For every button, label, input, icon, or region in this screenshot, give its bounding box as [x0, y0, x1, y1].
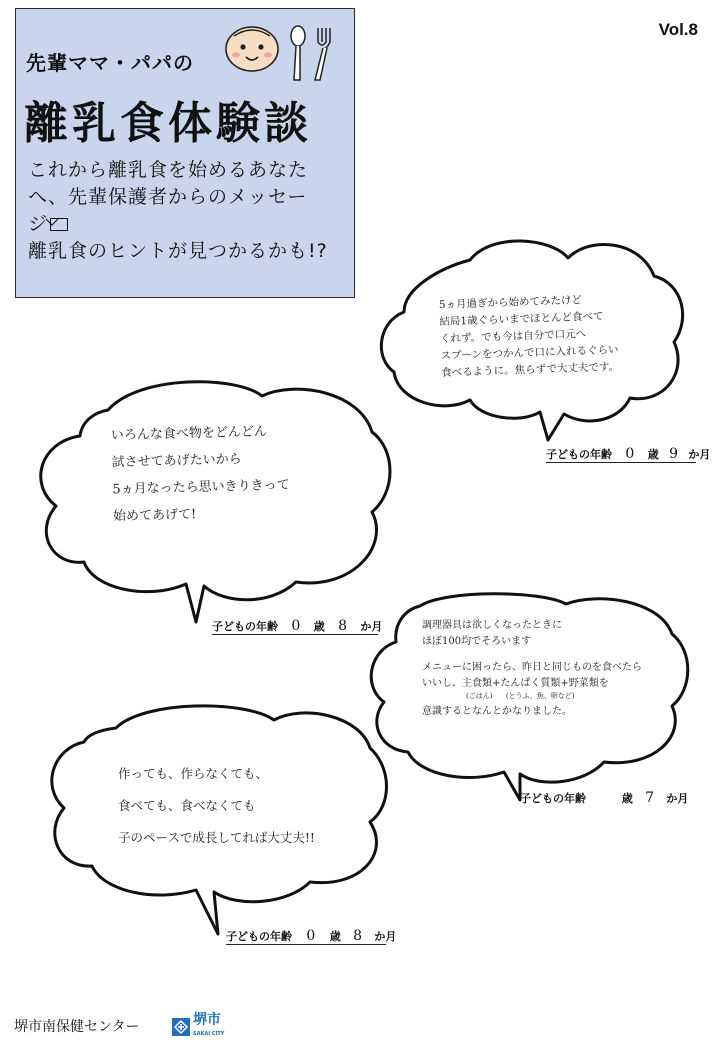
age-unit-year: 歳 [647, 448, 659, 461]
message-line: 5ヵ月過ぎから始めてみたけど [438, 294, 583, 312]
age-years: 0 [625, 446, 635, 462]
age-label: 子どもの年齢 [226, 930, 292, 943]
message-line: メニューに困ったら、昨日と同じものを食べたら [422, 662, 642, 673]
sakai-city-logo [172, 1013, 224, 1041]
message-line: 始めてあげて! [112, 507, 197, 525]
intro-line: 離乳食のヒントが見つかるかも!? [28, 240, 328, 262]
age-unit-year: 歳 [329, 930, 341, 943]
message-line: ほぼ100均でそろいます [422, 636, 532, 647]
age-unit-month: か月 [666, 792, 689, 805]
message-4 [118, 758, 315, 854]
message-line: 調理器具は欲しくなったときに [422, 620, 562, 631]
message-line: くれず。でも今は自分で口元へ [439, 328, 587, 346]
age-months: 7 [645, 790, 654, 806]
child-age-1 [546, 446, 710, 462]
message-notes [422, 692, 642, 701]
message-line: 結局1歳ぐらいまでほとんど食べて [439, 310, 604, 329]
intro-line: へ、先輩保護者からのメッセー [28, 186, 308, 208]
intro-line-text: ジ [28, 213, 49, 235]
child-age-4 [226, 928, 396, 944]
intro-line: これから離乳食を始めるあなた [28, 159, 309, 181]
age-label: 子どもの年齢 [212, 620, 278, 633]
logo-subtext: SAKAI CITY [193, 1031, 225, 1037]
age-unit-month: か月 [688, 448, 711, 461]
header-subtitle: 先輩ママ・パパの [26, 51, 194, 75]
footer-center-name: 堺市南保健センター [14, 1019, 140, 1035]
age-months: 9 [669, 446, 678, 462]
message-1 [439, 291, 620, 382]
child-age-3 [520, 790, 688, 806]
message-line: いいし、主食類+たんぱく質類+野菜類を [422, 678, 609, 689]
message-line: 食べるように。焦らずで大丈夫です。 [441, 360, 620, 380]
age-years: 0 [306, 928, 316, 944]
age-unit-month: か月 [374, 930, 397, 943]
message-line: 作っても、作らなくても、 [118, 766, 269, 781]
note-protein: (とうふ、魚、卵など) [505, 692, 575, 700]
message-line: 意識するとなんとかなりました。 [422, 706, 572, 717]
age-underline [212, 634, 378, 635]
note-rice: (ごはん) [466, 692, 493, 700]
message-line: いろんな食べ物をどんどん [110, 424, 268, 444]
logo-text: 堺市 [193, 1012, 221, 1028]
age-unit-year: 歳 [313, 620, 325, 633]
age-underline [546, 462, 696, 463]
age-unit-year: 歳 [621, 792, 633, 805]
message-line: 試させてあげたいから [111, 451, 242, 471]
page-title: 離乳食体験談 [24, 98, 312, 149]
age-years: 0 [291, 618, 301, 634]
age-unit-month: か月 [360, 620, 383, 633]
message-line: 子のペースで成長してれば大丈夫!! [118, 830, 315, 845]
age-underline [226, 944, 386, 945]
volume-label: Vol.8 [658, 20, 698, 39]
age-label: 子どもの年齢 [520, 792, 586, 805]
city-emblem-icon [172, 1018, 190, 1036]
logo-text-block [193, 1013, 224, 1041]
age-label: 子どもの年齢 [546, 448, 612, 461]
child-age-2 [212, 618, 382, 634]
age-months: 8 [338, 618, 347, 634]
message-3 [422, 618, 642, 720]
message-line: 5ヵ月なったら思いきりきって [112, 477, 290, 498]
message-line: スプーンをつかんで口に入れるぐらい [440, 343, 619, 363]
message-line: 食べても、食べなくても [118, 798, 256, 813]
message-2 [111, 418, 291, 531]
age-months: 8 [353, 928, 362, 944]
